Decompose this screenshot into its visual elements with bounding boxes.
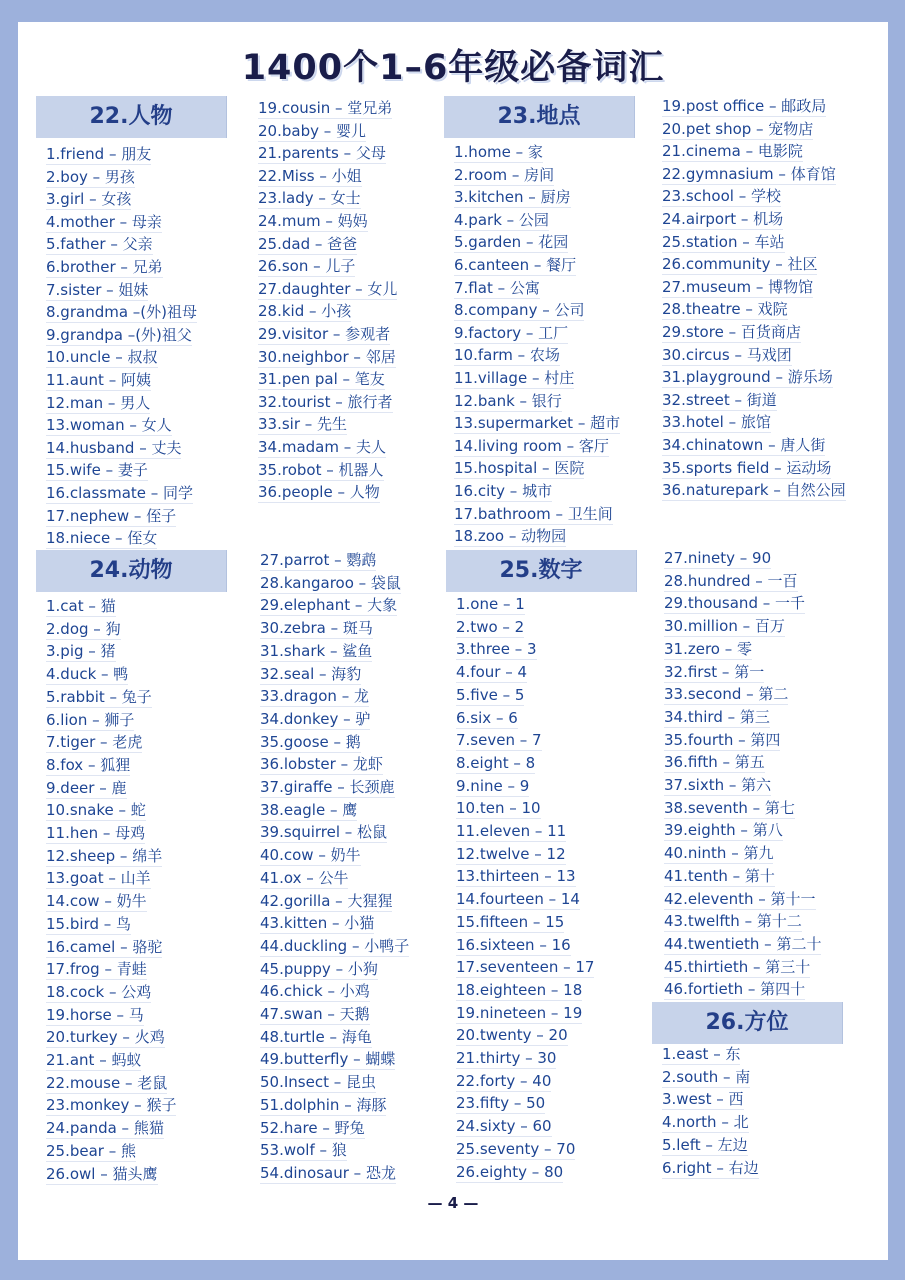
vocab-entry: 9.grandpa –(外)祖父 xyxy=(46,326,192,344)
vocab-entry: 34.donkey – 驴 xyxy=(260,710,371,728)
vocab-entry: 19.post office – 邮政局 xyxy=(662,97,827,115)
vocab-entry: 33.second – 第二 xyxy=(664,685,789,703)
vocab-entry: 16.camel – 骆驼 xyxy=(46,938,163,956)
vocab-entry: 8.grandma –(外)祖母 xyxy=(46,303,197,321)
vocab-entry: 4.four – 4 xyxy=(456,663,528,681)
vocab-entry: 46.fortieth – 第四十 xyxy=(664,980,806,998)
vocab-entry: 29.store – 百货商店 xyxy=(662,323,801,341)
vocab-entry: 14.cow – 奶牛 xyxy=(46,892,147,910)
vocab-entry: 5.garden – 花园 xyxy=(454,233,569,251)
vocab-entry: 25.dad – 爸爸 xyxy=(258,235,358,253)
vocab-entry: 7.flat – 公寓 xyxy=(454,279,540,297)
vocab-entry: 5.left – 左边 xyxy=(662,1136,748,1154)
vocab-entry: 32.tourist – 旅行者 xyxy=(258,393,393,411)
vocab-entry: 34.madam – 夫人 xyxy=(258,438,387,456)
section-heading: 22.人物 xyxy=(36,96,227,138)
vocab-entry: 20.baby – 婴儿 xyxy=(258,122,367,140)
vocab-entry: 18.cock – 公鸡 xyxy=(46,983,152,1001)
vocab-entry: 10.ten – 10 xyxy=(456,799,541,817)
vocab-entry: 20.turkey – 火鸡 xyxy=(46,1028,165,1046)
vocab-entry: 22.Miss – 小姐 xyxy=(258,167,362,185)
section-heading: 24.动物 xyxy=(36,550,227,592)
vocab-entry: 22.forty – 40 xyxy=(456,1072,552,1090)
vocab-entry: 7.seven – 7 xyxy=(456,731,542,749)
vocab-entry: 11.eleven – 11 xyxy=(456,822,567,840)
vocab-entry: 27.parrot – 鹦鹉 xyxy=(260,551,377,569)
vocab-entry: 4.park – 公园 xyxy=(454,211,549,229)
vocab-entry: 6.brother – 兄弟 xyxy=(46,258,163,276)
vocab-entry: 20.pet shop – 宠物店 xyxy=(662,120,814,138)
vocab-entry: 15.fifteen – 15 xyxy=(456,913,565,931)
vocab-entry: 43.kitten – 小猫 xyxy=(260,914,375,932)
vocab-entry: 13.supermarket – 超市 xyxy=(454,414,621,432)
vocab-entry: 15.hospital – 医院 xyxy=(454,459,585,477)
vocab-entry: 50.Insect – 昆虫 xyxy=(260,1073,376,1091)
vocab-entry: 3.pig – 猪 xyxy=(46,642,116,660)
vocab-entry: 36.fifth – 第五 xyxy=(664,753,765,771)
vocab-entry: 33.dragon – 龙 xyxy=(260,687,369,705)
vocab-entry: 54.dinosaur – 恐龙 xyxy=(260,1164,396,1182)
vocab-entry: 22.mouse – 老鼠 xyxy=(46,1074,168,1092)
vocab-entry: 15.wife – 妻子 xyxy=(46,461,148,479)
vocab-entry: 1.one – 1 xyxy=(456,595,525,613)
vocab-entry: 5.rabbit – 兔子 xyxy=(46,688,152,706)
vocab-entry: 40.cow – 奶牛 xyxy=(260,846,361,864)
vocab-entry: 44.twentieth – 第二十 xyxy=(664,935,822,953)
vocab-entry: 2.two – 2 xyxy=(456,618,525,636)
vocab-entry: 31.playground – 游乐场 xyxy=(662,368,833,386)
vocab-entry: 14.husband – 丈夫 xyxy=(46,439,182,457)
vocab-entry: 36.people – 人物 xyxy=(258,483,380,501)
vocab-entry: 21.cinema – 电影院 xyxy=(662,142,803,160)
vocab-entry: 19.cousin – 堂兄弟 xyxy=(258,99,393,117)
vocab-entry: 27.daughter – 女儿 xyxy=(258,280,398,298)
vocab-entry: 39.eighth – 第八 xyxy=(664,821,783,839)
section-heading: 26.方位 xyxy=(652,1002,843,1044)
vocab-entry: 11.hen – 母鸡 xyxy=(46,824,146,842)
vocab-entry: 49.butterfly – 蝴蝶 xyxy=(260,1050,396,1068)
vocab-entry: 42.eleventh – 第十一 xyxy=(664,890,816,908)
vocab-entry: 37.sixth – 第六 xyxy=(664,776,772,794)
vocab-entry: 6.lion – 狮子 xyxy=(46,711,135,729)
vocab-entry: 28.kid – 小孩 xyxy=(258,302,352,320)
vocab-entry: 18.niece – 侄女 xyxy=(46,529,158,547)
page-title: 1400个1–6年级必备词汇 xyxy=(241,48,665,88)
vocab-entry: 30.million – 百万 xyxy=(664,617,785,635)
vocab-entry: 23.fifty – 50 xyxy=(456,1094,546,1112)
vocab-entry: 42.gorilla – 大猩猩 xyxy=(260,892,393,910)
vocab-entry: 46.chick – 小鸡 xyxy=(260,982,370,1000)
vocab-entry: 13.woman – 女人 xyxy=(46,416,172,434)
vocab-entry: 31.pen pal – 笔友 xyxy=(258,370,385,388)
vocab-entry: 47.swan – 天鹅 xyxy=(260,1005,370,1023)
vocab-entry: 20.twenty – 20 xyxy=(456,1026,568,1044)
vocab-entry: 2.boy – 男孩 xyxy=(46,168,135,186)
vocab-entry: 36.naturepark – 自然公园 xyxy=(662,481,846,499)
vocab-entry: 17.bathroom – 卫生间 xyxy=(454,505,613,523)
vocab-entry: 30.neighbor – 邻居 xyxy=(258,348,396,366)
vocab-entry: 1.cat – 猫 xyxy=(46,597,116,615)
vocab-entry: 12.twelve – 12 xyxy=(456,845,566,863)
document-page xyxy=(18,22,888,1260)
vocab-entry: 6.canteen – 餐厅 xyxy=(454,256,577,274)
vocab-entry: 29.elephant – 大象 xyxy=(260,596,398,614)
vocab-entry: 34.chinatown – 唐人街 xyxy=(662,436,826,454)
vocab-entry: 24.panda – 熊猫 xyxy=(46,1119,164,1137)
vocab-entry: 4.duck – 鸭 xyxy=(46,665,129,683)
vocab-entry: 3.three – 3 xyxy=(456,640,537,658)
vocab-entry: 36.lobster – 龙虾 xyxy=(260,755,383,773)
vocab-entry: 1.home – 家 xyxy=(454,143,543,161)
vocab-entry: 28.kangaroo – 袋鼠 xyxy=(260,574,401,592)
vocab-entry: 45.puppy – 小狗 xyxy=(260,960,378,978)
vocab-entry: 25.seventy – 70 xyxy=(456,1140,576,1158)
vocab-entry: 1.friend – 朋友 xyxy=(46,145,152,163)
vocab-entry: 31.zero – 零 xyxy=(664,640,753,658)
vocab-entry: 13.thirteen – 13 xyxy=(456,867,576,885)
vocab-entry: 27.museum – 博物馆 xyxy=(662,278,814,296)
vocab-entry: 44.duckling – 小鸭子 xyxy=(260,937,410,955)
vocab-entry: 8.fox – 狐狸 xyxy=(46,756,131,774)
vocab-entry: 12.sheep – 绵羊 xyxy=(46,847,163,865)
vocab-entry: 33.sir – 先生 xyxy=(258,415,348,433)
vocab-entry: 25.station – 车站 xyxy=(662,233,785,251)
vocab-entry: 28.theatre – 戏院 xyxy=(662,300,788,318)
vocab-entry: 32.seal – 海豹 xyxy=(260,665,362,683)
vocab-entry: 16.classmate – 同学 xyxy=(46,484,194,502)
vocab-entry: 9.deer – 鹿 xyxy=(46,779,127,797)
vocab-entry: 23.lady – 女士 xyxy=(258,189,361,207)
vocab-entry: 26.eighty – 80 xyxy=(456,1163,564,1181)
vocab-entry: 11.village – 村庄 xyxy=(454,369,575,387)
vocab-entry: 10.farm – 农场 xyxy=(454,346,560,364)
vocab-entry: 12.man – 男人 xyxy=(46,394,151,412)
vocab-entry: 12.bank – 银行 xyxy=(454,392,562,410)
vocab-entry: 24.sixty – 60 xyxy=(456,1117,552,1135)
vocab-entry: 30.zebra – 斑马 xyxy=(260,619,373,637)
vocab-entry: 4.mother – 母亲 xyxy=(46,213,162,231)
vocab-entry: 25.bear – 熊 xyxy=(46,1142,137,1160)
vocab-entry: 6.six – 6 xyxy=(456,709,518,727)
vocab-entry: 7.sister – 姐妹 xyxy=(46,281,149,299)
vocab-entry: 17.frog – 青蛙 xyxy=(46,960,147,978)
vocab-entry: 4.north – 北 xyxy=(662,1113,749,1131)
vocab-entry: 15.bird – 鸟 xyxy=(46,915,132,933)
vocab-entry: 23.monkey – 猴子 xyxy=(46,1096,177,1114)
vocab-entry: 14.living room – 客厅 xyxy=(454,437,609,455)
vocab-entry: 29.visitor – 参观者 xyxy=(258,325,391,343)
vocab-entry: 16.sixteen – 16 xyxy=(456,936,571,954)
vocab-entry: 2.south – 南 xyxy=(662,1068,751,1086)
vocab-entry: 3.west – 西 xyxy=(662,1090,744,1108)
vocab-entry: 52.hare – 野兔 xyxy=(260,1119,365,1137)
vocab-entry: 21.ant – 蚂蚁 xyxy=(46,1051,142,1069)
vocab-entry: 35.fourth – 第四 xyxy=(664,731,781,749)
vocab-entry: 17.nephew – 侄子 xyxy=(46,507,177,525)
vocab-entry: 9.nine – 9 xyxy=(456,777,530,795)
vocab-entry: 26.son – 儿子 xyxy=(258,257,356,275)
vocab-entry: 43.twelfth – 第十二 xyxy=(664,912,802,930)
vocab-entry: 27.ninety – 90 xyxy=(664,549,772,567)
vocab-entry: 2.room – 房间 xyxy=(454,166,555,184)
vocab-entry: 28.hundred – 一百 xyxy=(664,572,798,590)
section-heading: 23.地点 xyxy=(444,96,635,138)
vocab-entry: 32.street – 街道 xyxy=(662,391,777,409)
vocab-entry: 9.factory – 工厂 xyxy=(454,324,569,342)
vocab-entry: 22.gymnasium – 体育馆 xyxy=(662,165,836,183)
page-number: — 4 — xyxy=(427,1194,479,1212)
vocab-entry: 53.wolf – 狼 xyxy=(260,1141,347,1159)
vocab-entry: 1.east – 东 xyxy=(662,1045,741,1063)
vocab-entry: 19.nineteen – 19 xyxy=(456,1004,583,1022)
vocab-entry: 40.ninth – 第九 xyxy=(664,844,774,862)
vocab-entry: 45.thirtieth – 第三十 xyxy=(664,958,811,976)
vocab-entry: 32.first – 第一 xyxy=(664,663,765,681)
vocab-entry: 51.dolphin – 海豚 xyxy=(260,1096,387,1114)
vocab-entry: 18.eighteen – 18 xyxy=(456,981,583,999)
section-heading: 25.数字 xyxy=(446,550,637,592)
vocab-entry: 33.hotel – 旅馆 xyxy=(662,413,771,431)
vocab-entry: 39.squirrel – 松鼠 xyxy=(260,823,388,841)
vocab-entry: 38.seventh – 第七 xyxy=(664,799,795,817)
vocab-entry: 35.robot – 机器人 xyxy=(258,461,384,479)
vocab-entry: 41.ox – 公牛 xyxy=(260,869,349,887)
vocab-entry: 8.eight – 8 xyxy=(456,754,536,772)
vocab-entry: 17.seventeen – 17 xyxy=(456,958,595,976)
vocab-entry: 14.fourteen – 14 xyxy=(456,890,580,908)
vocab-entry: 7.tiger – 老虎 xyxy=(46,733,143,751)
vocab-entry: 6.right – 右边 xyxy=(662,1159,759,1177)
vocab-entry: 21.parents – 父母 xyxy=(258,144,386,162)
vocab-entry: 23.school – 学校 xyxy=(662,187,781,205)
vocab-entry: 26.community – 社区 xyxy=(662,255,818,273)
vocab-entry: 48.turtle – 海龟 xyxy=(260,1028,372,1046)
vocab-entry: 37.giraffe – 长颈鹿 xyxy=(260,778,395,796)
vocab-entry: 30.circus – 马戏团 xyxy=(662,346,792,364)
vocab-entry: 24.airport – 机场 xyxy=(662,210,784,228)
vocab-entry: 5.five – 5 xyxy=(456,686,525,704)
vocab-entry: 35.sports field – 运动场 xyxy=(662,459,832,477)
vocab-entry: 38.eagle – 鹰 xyxy=(260,801,358,819)
vocab-entry: 21.thirty – 30 xyxy=(456,1049,557,1067)
vocab-entry: 19.horse – 马 xyxy=(46,1006,144,1024)
vocab-entry: 10.uncle – 叔叔 xyxy=(46,348,158,366)
vocab-entry: 2.dog – 狗 xyxy=(46,620,121,638)
vocab-entry: 35.goose – 鹅 xyxy=(260,733,361,751)
vocab-entry: 10.snake – 蛇 xyxy=(46,801,146,819)
vocab-entry: 41.tenth – 第十 xyxy=(664,867,775,885)
vocab-entry: 3.kitchen – 厨房 xyxy=(454,188,571,206)
vocab-entry: 13.goat – 山羊 xyxy=(46,869,151,887)
vocab-entry: 8.company – 公司 xyxy=(454,301,585,319)
vocab-entry: 31.shark – 鲨鱼 xyxy=(260,642,373,660)
vocab-entry: 24.mum – 妈妈 xyxy=(258,212,368,230)
vocab-entry: 3.girl – 女孩 xyxy=(46,190,132,208)
vocab-entry: 16.city – 城市 xyxy=(454,482,553,500)
vocab-entry: 18.zoo – 动物园 xyxy=(454,527,567,545)
vocab-entry: 5.father – 父亲 xyxy=(46,235,153,253)
vocab-entry: 26.owl – 猫头鹰 xyxy=(46,1165,158,1183)
vocab-entry: 11.aunt – 阿姨 xyxy=(46,371,151,389)
vocab-entry: 34.third – 第三 xyxy=(664,708,770,726)
vocab-entry: 29.thousand – 一千 xyxy=(664,594,805,612)
